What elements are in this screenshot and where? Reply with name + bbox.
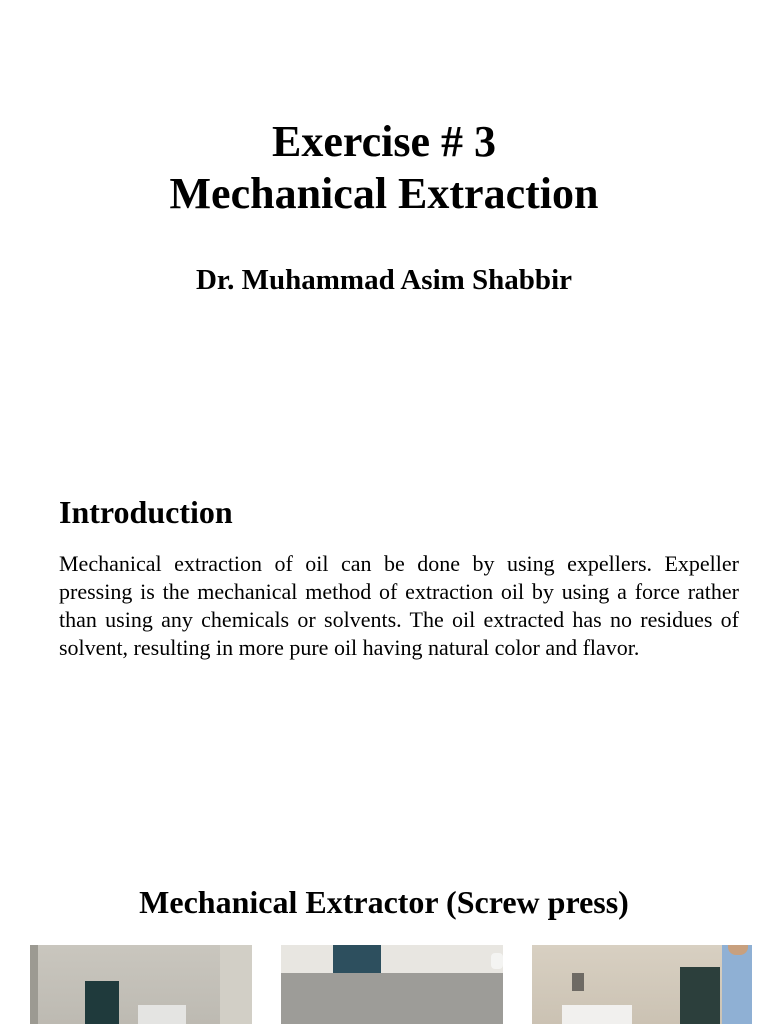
title-exercise-number: Exercise # 3 xyxy=(271,117,497,166)
title-topic: Mechanical Extraction xyxy=(169,169,599,218)
figure-section-heading: Mechanical Extractor (Screw press) xyxy=(139,884,629,920)
introduction-heading: Introduction xyxy=(59,494,233,530)
screw-press-photo-2 xyxy=(281,945,503,1024)
author-name: Dr. Muhammad Asim Shabbir xyxy=(195,264,572,296)
document-title xyxy=(0,116,768,220)
introduction-paragraph: Mechanical extraction of oil can be done by using expellers. Expeller pressing is the mechanical method of extraction oil by using a force rather than using any chemicals or solvents. The oil extracted has no residues of solvent, resulting in more pure oil having natural color and flavor. xyxy=(59,551,739,660)
screw-press-photo-3 xyxy=(532,945,752,1024)
screw-press-photo-1 xyxy=(30,945,252,1024)
